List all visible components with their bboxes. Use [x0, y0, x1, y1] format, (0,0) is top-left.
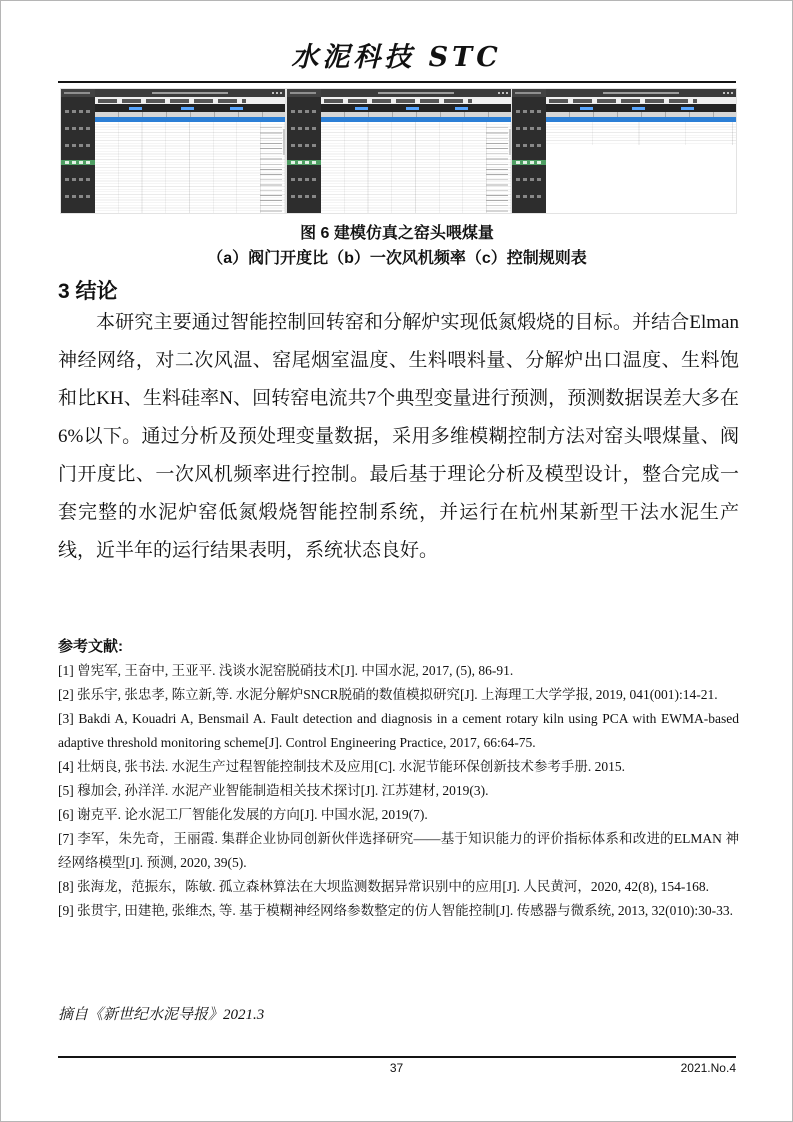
- reference-item: [1] 曾宪军, 王奋中, 王亚平. 浅谈水泥窑脱硝技术[J]. 中国水泥, 2017, (5), 86-91.: [58, 663, 514, 678]
- references-heading: 参考文献:: [58, 638, 123, 655]
- mini-value-column: [260, 123, 282, 212]
- conclusion-paragraph: 本研究主要通过智能控制回转窑和分解炉实现低氮煅烧的目标。并结合Elman神经网络，对二次风温、窑尾烟室温度、生料喂料量、分解炉出口温度、生料饱和比KH、生料硅率N、回转窑电流共7个典型变量进行预测，预测数据误差大多在6%以下。通过分析及预处理变量数据，采用多维模糊控制方法对窑头喂煤量、阀门开度比、一次风机频率进行控制。最后基于理论分析及模型设计，整合完成一套完整的水泥炉窑低氮煅烧智能控制系统，并运行在杭州某新型干法水泥生产线，近半年的运行结果表明，系统状态良好。: [58, 312, 739, 561]
- mini-sidebar-item: [287, 126, 321, 131]
- reference-item: [2] 张乐宇, 张忠孝, 陈立新,等. 水泥分解炉SNCR脱硝的数值模拟研究[J]. 上海理工大学学报, 2019, 041(001):14-21.: [58, 687, 718, 702]
- mini-scrollbar: [283, 129, 285, 155]
- section-heading: 3 结论: [58, 280, 118, 303]
- reference-item: [8] 张海龙，范振东，陈敏. 孤立森林算法在大坝监测数据异常识别中的应用[J]. 人民黄河，2020, 42(8), 154-168.: [58, 879, 709, 894]
- header-rule: [58, 81, 736, 83]
- mini-sidebar-item-active: [287, 160, 321, 165]
- figure-panel-c: [512, 89, 736, 213]
- mini-table-rows: [546, 122, 736, 145]
- mini-sidebar-item: [61, 177, 95, 182]
- figure-subcaption: （a）阀门开度比（b）一次风机频率（c）控制规则表: [207, 250, 587, 267]
- issue-label: 2021.No.4: [680, 1061, 736, 1075]
- mini-sidebar-item: [512, 126, 546, 131]
- mini-value-column: [486, 123, 508, 212]
- mini-window-title: [152, 92, 228, 94]
- mini-sidebar-item: [287, 143, 321, 148]
- mini-sidebar-item: [61, 194, 95, 199]
- mini-toolbar: [321, 104, 511, 112]
- mini-app-logo: [61, 89, 95, 97]
- window-controls-icon: [272, 92, 282, 94]
- mini-table-rows: [321, 122, 511, 213]
- mini-tab-strip: [546, 97, 736, 104]
- footer-rule: [58, 1056, 736, 1058]
- mini-app-logo: [287, 89, 321, 97]
- mini-sidebar: [287, 89, 321, 213]
- mini-table-rows: [95, 122, 285, 213]
- reference-item: [4] 壮炳良, 张书法. 水泥生产过程智能控制技术及应用[C]. 水泥节能环保创新技术参考手册. 2015.: [58, 759, 625, 774]
- mini-sidebar-item: [287, 177, 321, 182]
- mini-tab-strip: [321, 97, 511, 104]
- mini-sidebar-item: [512, 177, 546, 182]
- mini-sidebar: [61, 89, 95, 213]
- figure-panel-b: [287, 89, 511, 213]
- mini-sidebar-item: [287, 109, 321, 114]
- mini-scrollbar: [509, 129, 511, 155]
- references-list: [58, 659, 739, 923]
- mini-sidebar-item: [61, 109, 95, 114]
- mini-sidebar-item: [61, 126, 95, 131]
- mini-sidebar-item: [512, 109, 546, 114]
- mini-sidebar: [512, 89, 546, 213]
- reference-item: [7] 李军，朱先奇，王丽霞. 集群企业协同创新伙伴选择研究——基于知识能力的评价指标体系和改进的ELMAN 神经网络模型[J]. 预测, 2020, 39(5).: [58, 831, 739, 870]
- reference-item: [5] 穆加会, 孙洋洋. 水泥产业智能制造相关技术探讨[J]. 江苏建材, 2019(3).: [58, 783, 489, 798]
- mini-tab-strip: [95, 97, 285, 104]
- mini-sidebar-item: [512, 194, 546, 199]
- figure-panel-a: [61, 89, 285, 213]
- figure-caption: 图 6 建模仿真之窑头喂煤量: [300, 225, 494, 242]
- source-note: 摘自《新世纪水泥导报》2021.3: [58, 1007, 265, 1023]
- mini-sidebar-item: [287, 194, 321, 199]
- reference-item: [6] 谢克平. 论水泥工厂智能化发展的方向[J]. 中国水泥, 2019(7).: [58, 807, 428, 822]
- page-number: 37: [389, 1061, 404, 1075]
- mini-titlebar: [321, 89, 511, 97]
- figure-6: [61, 89, 736, 213]
- journal-title: 水泥科技 STC: [291, 42, 502, 73]
- mini-sidebar-item-active: [61, 160, 95, 165]
- mini-app-logo: [512, 89, 546, 97]
- mini-sidebar-item-active: [512, 160, 546, 165]
- mini-sidebar-item: [61, 143, 95, 148]
- mini-window-title: [603, 92, 679, 94]
- mini-window-title: [378, 92, 454, 94]
- mini-sidebar-item: [512, 143, 546, 148]
- window-controls-icon: [498, 92, 508, 94]
- reference-item: [3] Bakdi A, Kouadri A, Bensmail A. Fault detection and diagnosis in a cement rotary kiln using PCA with EWMA-based adaptive threshold monitoring scheme[J]. Control Engineering Practice, 2017, 66:64-75.: [58, 711, 739, 750]
- mini-toolbar: [546, 104, 736, 112]
- reference-item: [9] 张贯宇, 田建艳, 张维杰, 等. 基于模糊神经网络参数整定的仿人智能控制[J]. 传感器与微系统, 2013, 32(010):30-33.: [58, 903, 733, 918]
- mini-titlebar: [95, 89, 285, 97]
- mini-toolbar: [95, 104, 285, 112]
- window-controls-icon: [723, 92, 733, 94]
- mini-titlebar: [546, 89, 736, 97]
